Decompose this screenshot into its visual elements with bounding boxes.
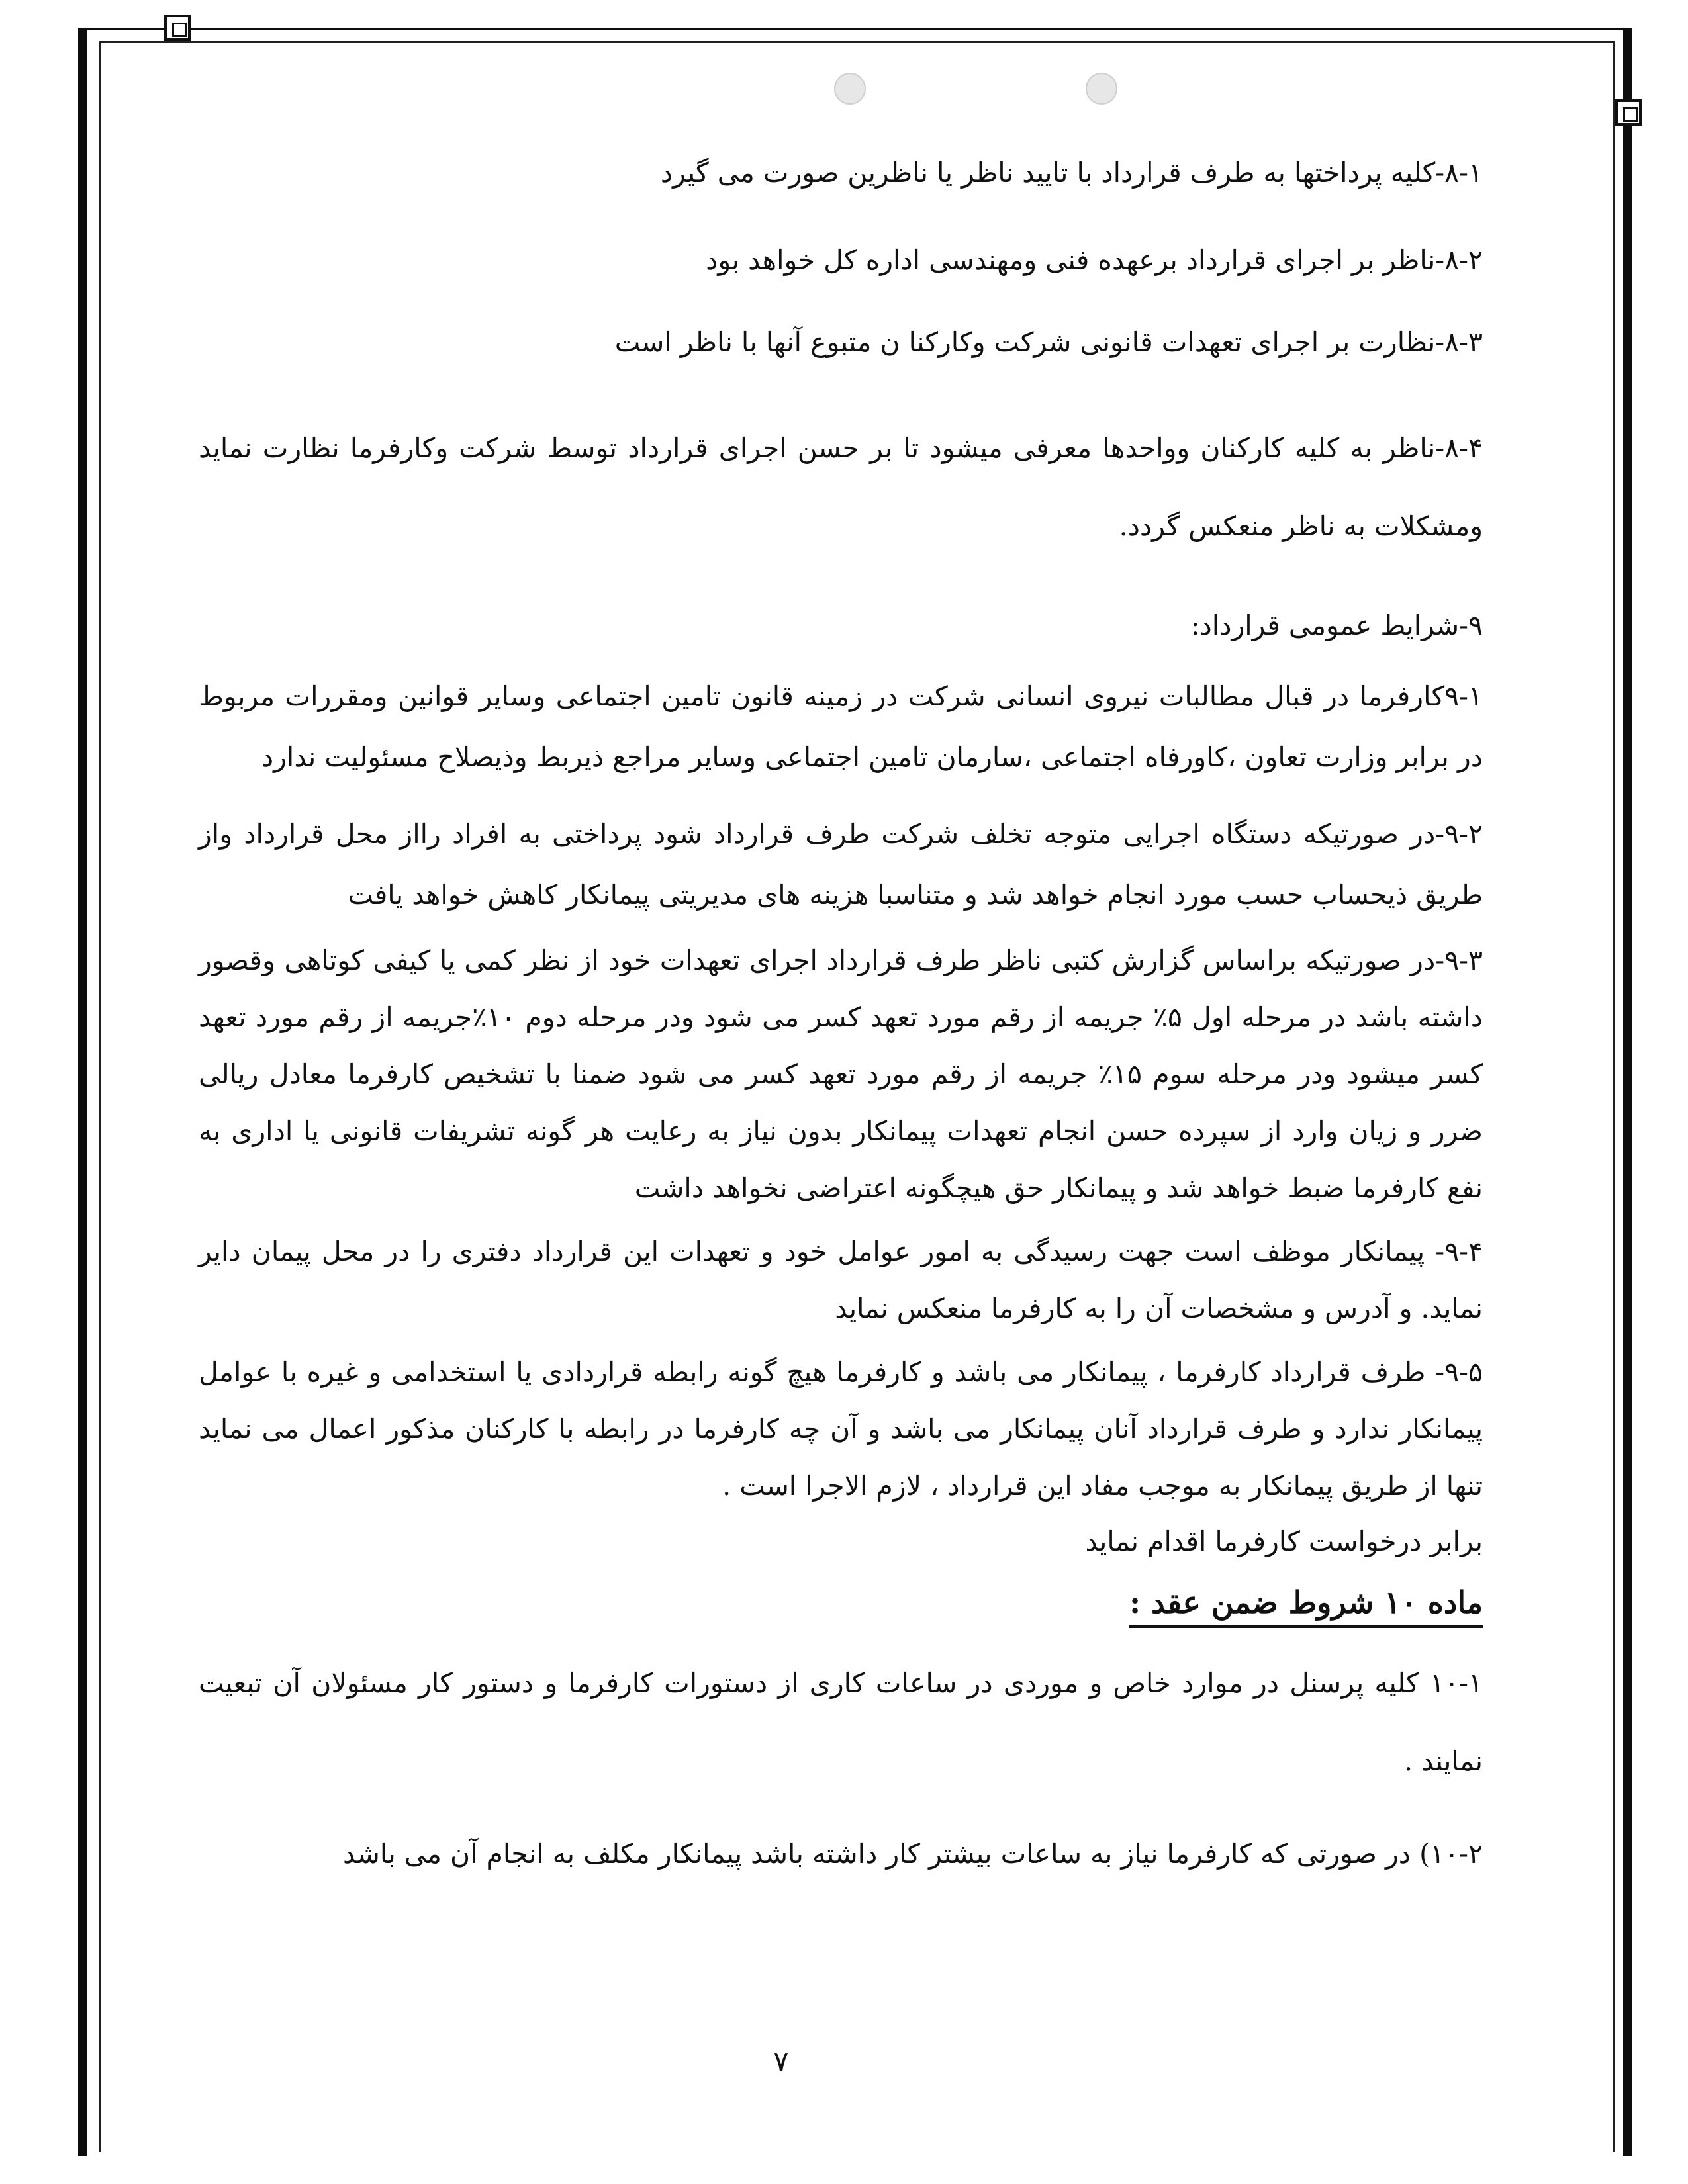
border-corner-ornament xyxy=(1615,99,1642,126)
clause-9-1: ۹-۱کارفرما در قبال مطالبات نیروی انسانی شرکت در زمینه قانون تامین اجتماعی وسایر قوانین ومقررات مربوط در برابر وزارت تعاون ،کاورفاه اجتماعی ،سارمان تامین اجتماعی وسایر مراجع ذیربط وذیصلاح مسئولیت ندارد xyxy=(199,680,1483,773)
clause-8-4: ۸-۴-ناظر به کلیه کارکنان وواحدها معرفی میشود تا بر حسن اجرای قرارداد توسط شرکت وکارفرما نظارت نماید ومشکلات به ناظر منعکس گردد. xyxy=(199,432,1483,542)
clause-8-3: ۸-۳-نظارت بر اجرای تعهدات قانونی شرکت وکارکنا ن متبوع آنها با ناظر است xyxy=(614,326,1483,358)
clause-9-3: ۹-۳-در صورتیکه براساس گزارش کتبی ناظر طرف قرارداد اجرای تعهدات خود از نظر کمی یا کیفی کوتاهی وقصور داشته باشد در مرحله اول ۵٪ جریمه از رقم مورد تعهد کسر می شود ودر مرحله دوم ۱۰٪جریمه از رقم مورد تعهد کسر میشود ودر مرحله سوم ۱۵٪ جریمه از رقم مورد تعهد کسر می شود ضمنا با تشخیص کارفرما معادل ریالی ضرر و زیان وارد از سپرده حسن انجام تعهدات پیمانکار بدون نیاز به رعایت هر گونه تشریفات قانونی یا اداری به نفع کارفرما ضبط خواهد شد و پیمانکار حق هیچگونه اعتراضی نخواهد داشت xyxy=(199,944,1483,1204)
article-10-heading: ماده ۱۰ شروط ضمن عقد : xyxy=(1129,1582,1483,1628)
section-9-title: ۹-شرایط عمومی قرارداد: xyxy=(1190,610,1483,641)
clause-9-4: ۹-۴- پیمانکار موظف است جهت رسیدگی به امور عوامل خود و تعهدات این قرارداد دفتری را در محل پیمان دایر نماید. و آدرس و مشخصات آن را به کارفرما منعکس نماید xyxy=(199,1236,1483,1324)
clause-9-2: ۹-۲-در صورتیکه دستگاه اجرایی متوجه تخلف شرکت طرف قرارداد شود پرداختی به افراد رااز محل قرارداد واز طریق ذیحساب حسب مورد انجام خواهد شد و متناسبا هزینه های مدیریتی پیمانکار کاهش خواهد یافت xyxy=(199,818,1483,911)
clause-9-5: ۹-۵- طرف قرارداد کارفرما ، پیمانکار می باشد و کارفرما هیچ گونه رابطه قراردادی یا استخدامی و غیره با عوامل پیمانکار ندارد و طرف قرارداد آنان پیمانکار می باشد و آن چه کارفرما در رابطه با کارکنان مذکور اعمال می نماید تنها از طریق پیمانکار به موجب مفاد این قرارداد ، لازم الاجرا است . xyxy=(199,1356,1483,1502)
document-body xyxy=(199,132,1483,1919)
punch-hole xyxy=(1086,73,1117,105)
border-corner-ornament xyxy=(164,15,191,41)
clause-8-1: ۸-۱-کلیه پرداختها به طرف قرارداد با تایید ناظر یا ناظرین صورت می گیرد xyxy=(660,157,1483,189)
clause-10-2: ۱۰-۲) در صورتی که کارفرما نیاز به ساعات بیشتر کار داشته باشد پیمانکار مکلف به انجام آن می باشد xyxy=(343,1838,1483,1870)
clause-note: برابر درخواست کارفرما اقدام نماید xyxy=(1085,1525,1483,1557)
clause-10-1: ۱۰-۱ کلیه پرسنل در موارد خاص و موردی در ساعات کاری از دستورات کارفرما و دستور کار مسئولان آن تبعیت نمایند . xyxy=(199,1667,1483,1777)
clause-8-2: ۸-۲-ناظر بر اجرای قرارداد برعهده فنی ومهندسی اداره کل خواهد بود xyxy=(706,244,1483,276)
page-number: ۷ xyxy=(773,2045,789,2079)
punch-hole xyxy=(834,73,866,105)
